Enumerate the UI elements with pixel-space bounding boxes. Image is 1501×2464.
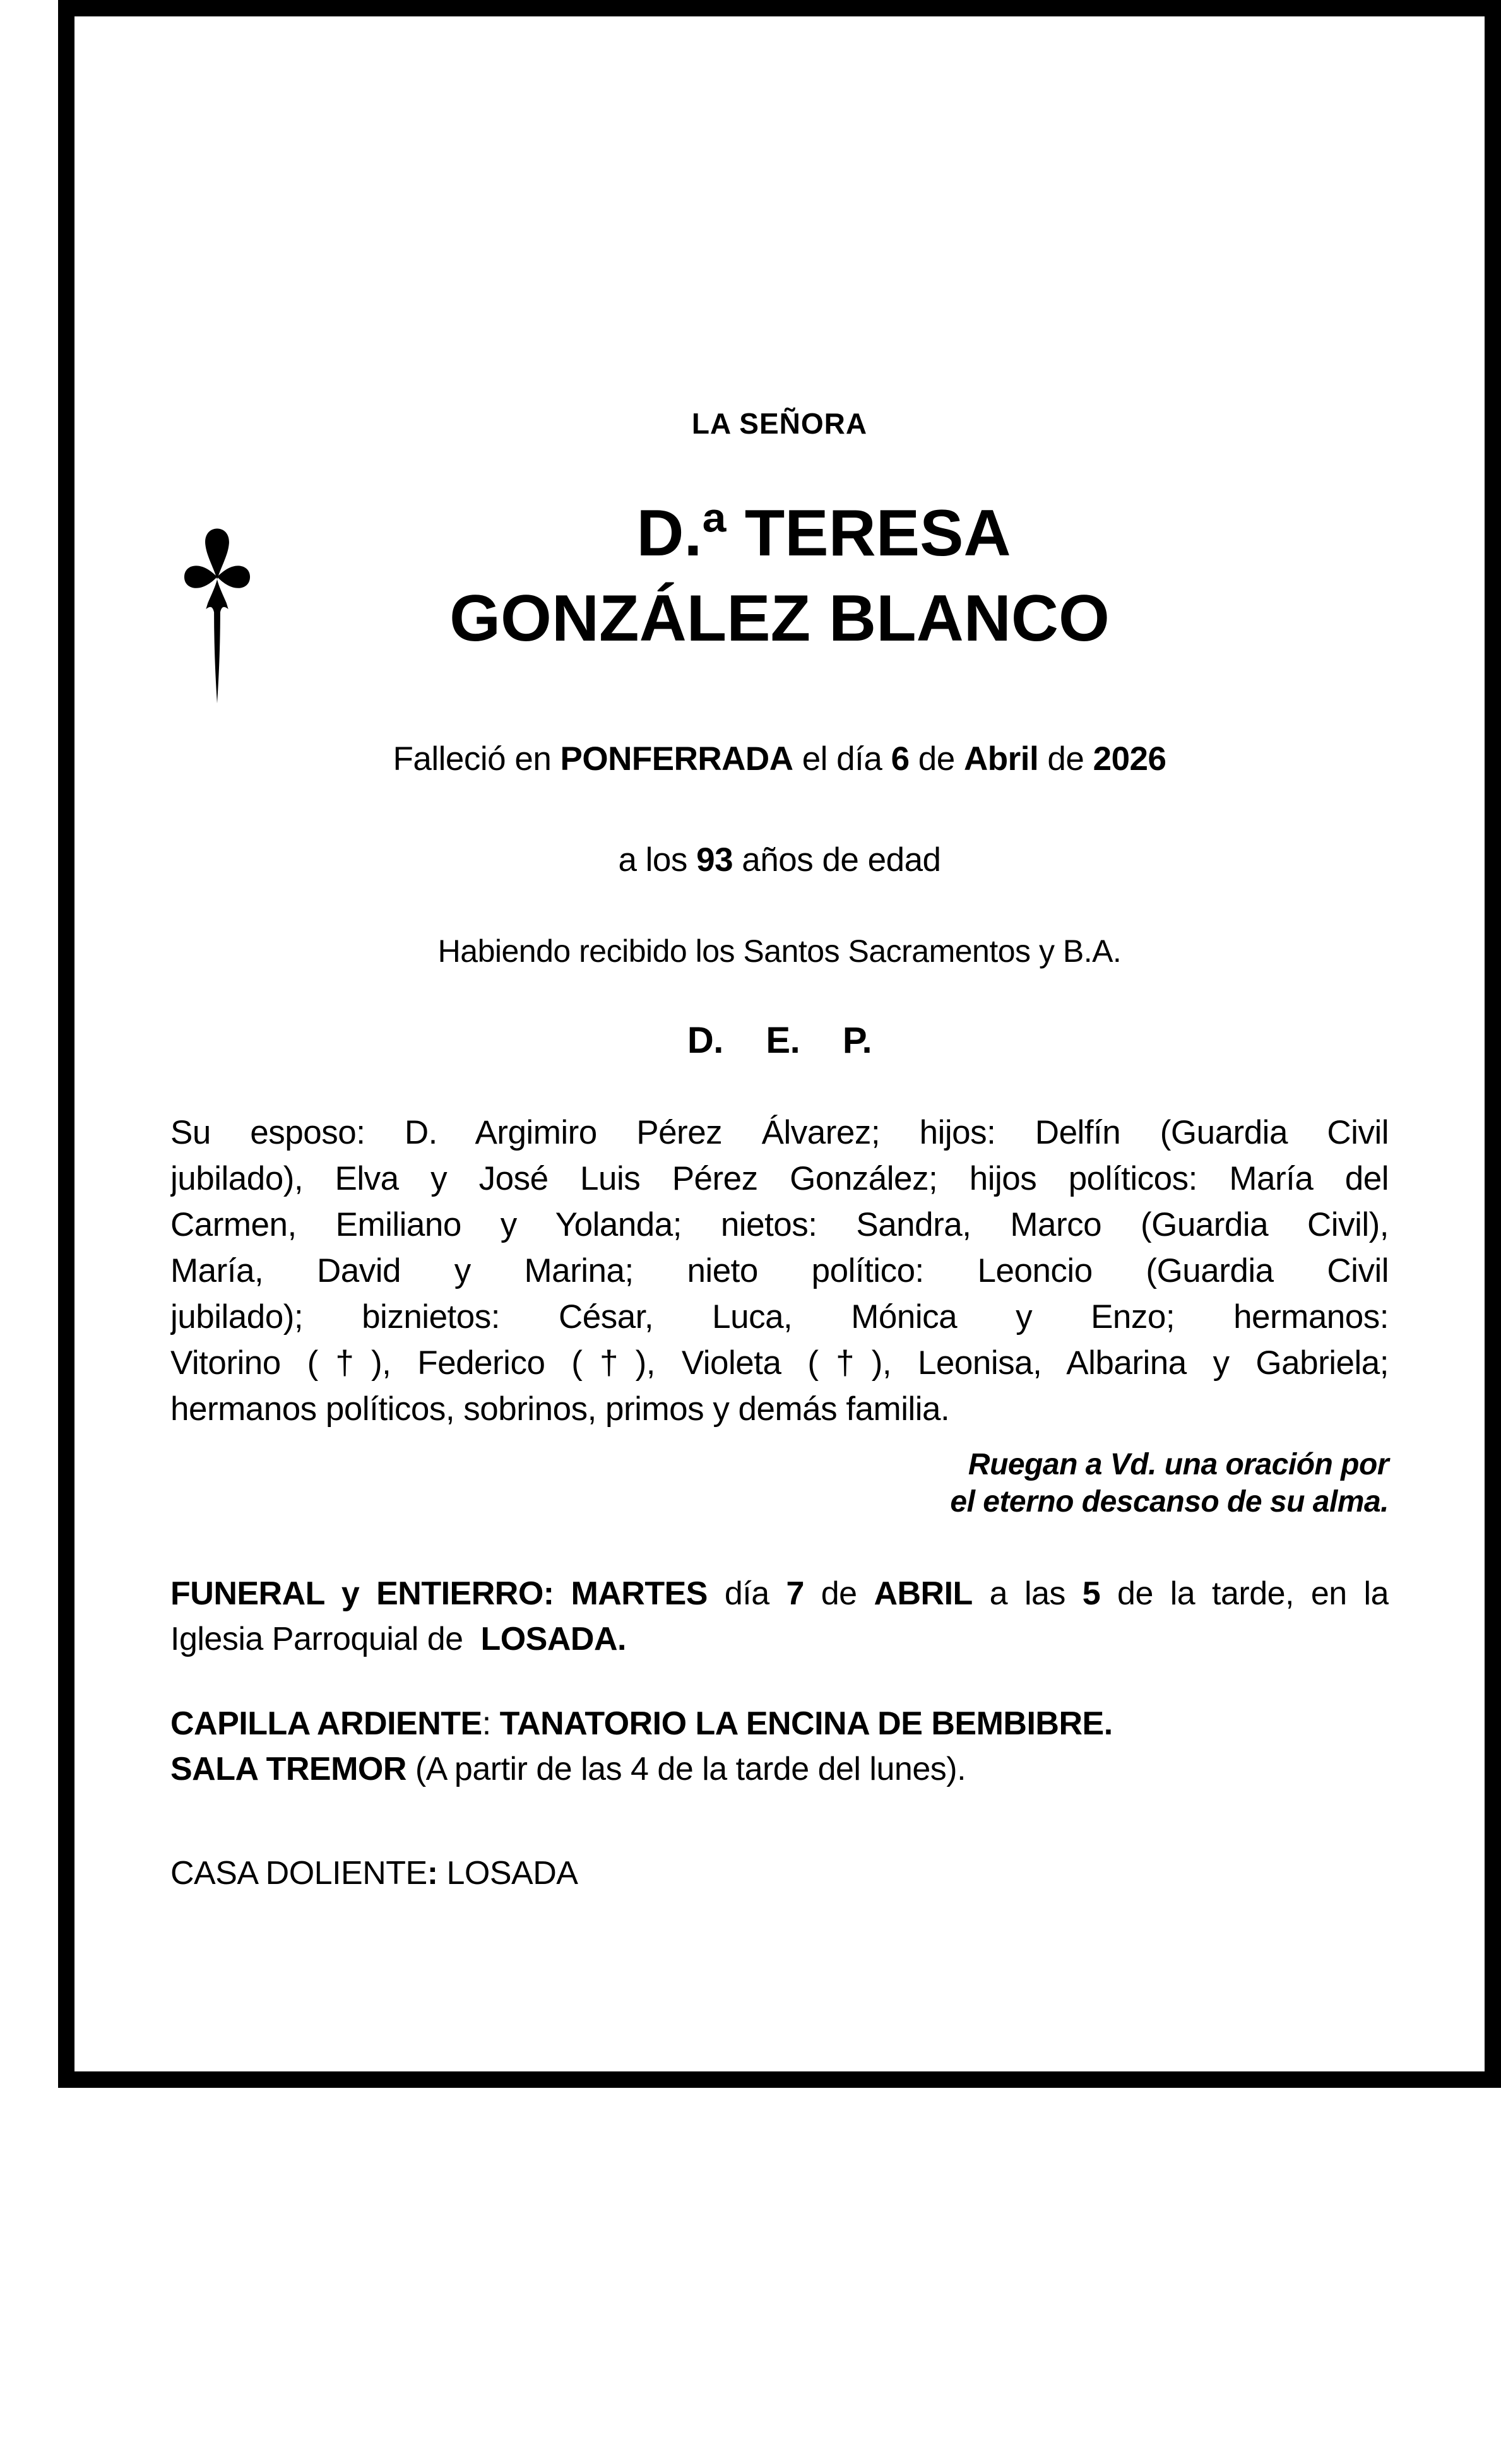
family-paragraph bbox=[170, 1110, 1389, 1432]
family-line: jubilado); biznietos: César, Luca, Mónica y Enzo; hermanos: bbox=[170, 1298, 1389, 1336]
family-line: Su esposo: D. Argimiro Pérez Álvarez; hijos: Delfín (Guardia Civil bbox=[170, 1114, 1389, 1151]
death-place-date-line: Falleció en PONFERRADA el día 6 de Abril de 2026 bbox=[393, 740, 1166, 778]
family-line: María, David y Marina; nieto político: Leoncio (Guardia Civil bbox=[170, 1252, 1389, 1289]
family-line: Vitorino (†), Federico (†), Violeta (†), Leonisa, Albarina y Gabriela; bbox=[170, 1344, 1389, 1382]
funeral-line1: FUNERAL y ENTIERRO: MARTES día 7 de ABRIL a las 5 de la tarde, en la bbox=[170, 1575, 1389, 1612]
dep-abbreviation: D. E. P. bbox=[687, 1020, 872, 1061]
family-line: hermanos políticos, sobrinos, primos y demás familia. bbox=[170, 1390, 950, 1428]
obituary-content bbox=[74, 409, 1485, 2464]
family-line: Carmen, Emiliano y Yolanda; nietos: Sandra, Marco (Guardia Civil), bbox=[170, 1206, 1389, 1243]
wake-info bbox=[170, 1701, 1389, 1792]
deceased-name-line1: D.ª TERESA bbox=[636, 497, 1011, 570]
prayer-request bbox=[170, 1446, 1389, 1520]
wake-line2: SALA TREMOR (A partir de las 4 de la tarde del lunes). bbox=[170, 1751, 966, 1787]
age-line: a los 93 años de edad bbox=[618, 841, 941, 879]
honorific-title: LA SEÑORA bbox=[691, 407, 868, 440]
funeral-info bbox=[170, 1571, 1389, 1662]
sacraments-line: Habiendo recibido los Santos Sacramentos y B.A. bbox=[437, 933, 1122, 969]
family-line: jubilado), Elva y José Luis Pérez González; hijos políticos: María del bbox=[170, 1160, 1389, 1197]
deceased-name bbox=[170, 491, 1389, 661]
black-border-frame bbox=[58, 0, 1501, 2088]
funeral-line2: Iglesia Parroquial de LOSADA. bbox=[170, 1621, 626, 1657]
prayer-line1: Ruegan a Vd. una oración por bbox=[968, 1448, 1389, 1481]
mourning-house-line: CASA DOLIENTE: LOSADA bbox=[170, 1855, 578, 1892]
prayer-line2: el eterno descanso de su alma. bbox=[950, 1485, 1389, 1519]
wake-line1: CAPILLA ARDIENTE: TANATORIO LA ENCINA DE BEMBIBRE. bbox=[170, 1705, 1113, 1742]
deceased-name-line2: GONZÁLEZ BLANCO bbox=[449, 582, 1110, 655]
